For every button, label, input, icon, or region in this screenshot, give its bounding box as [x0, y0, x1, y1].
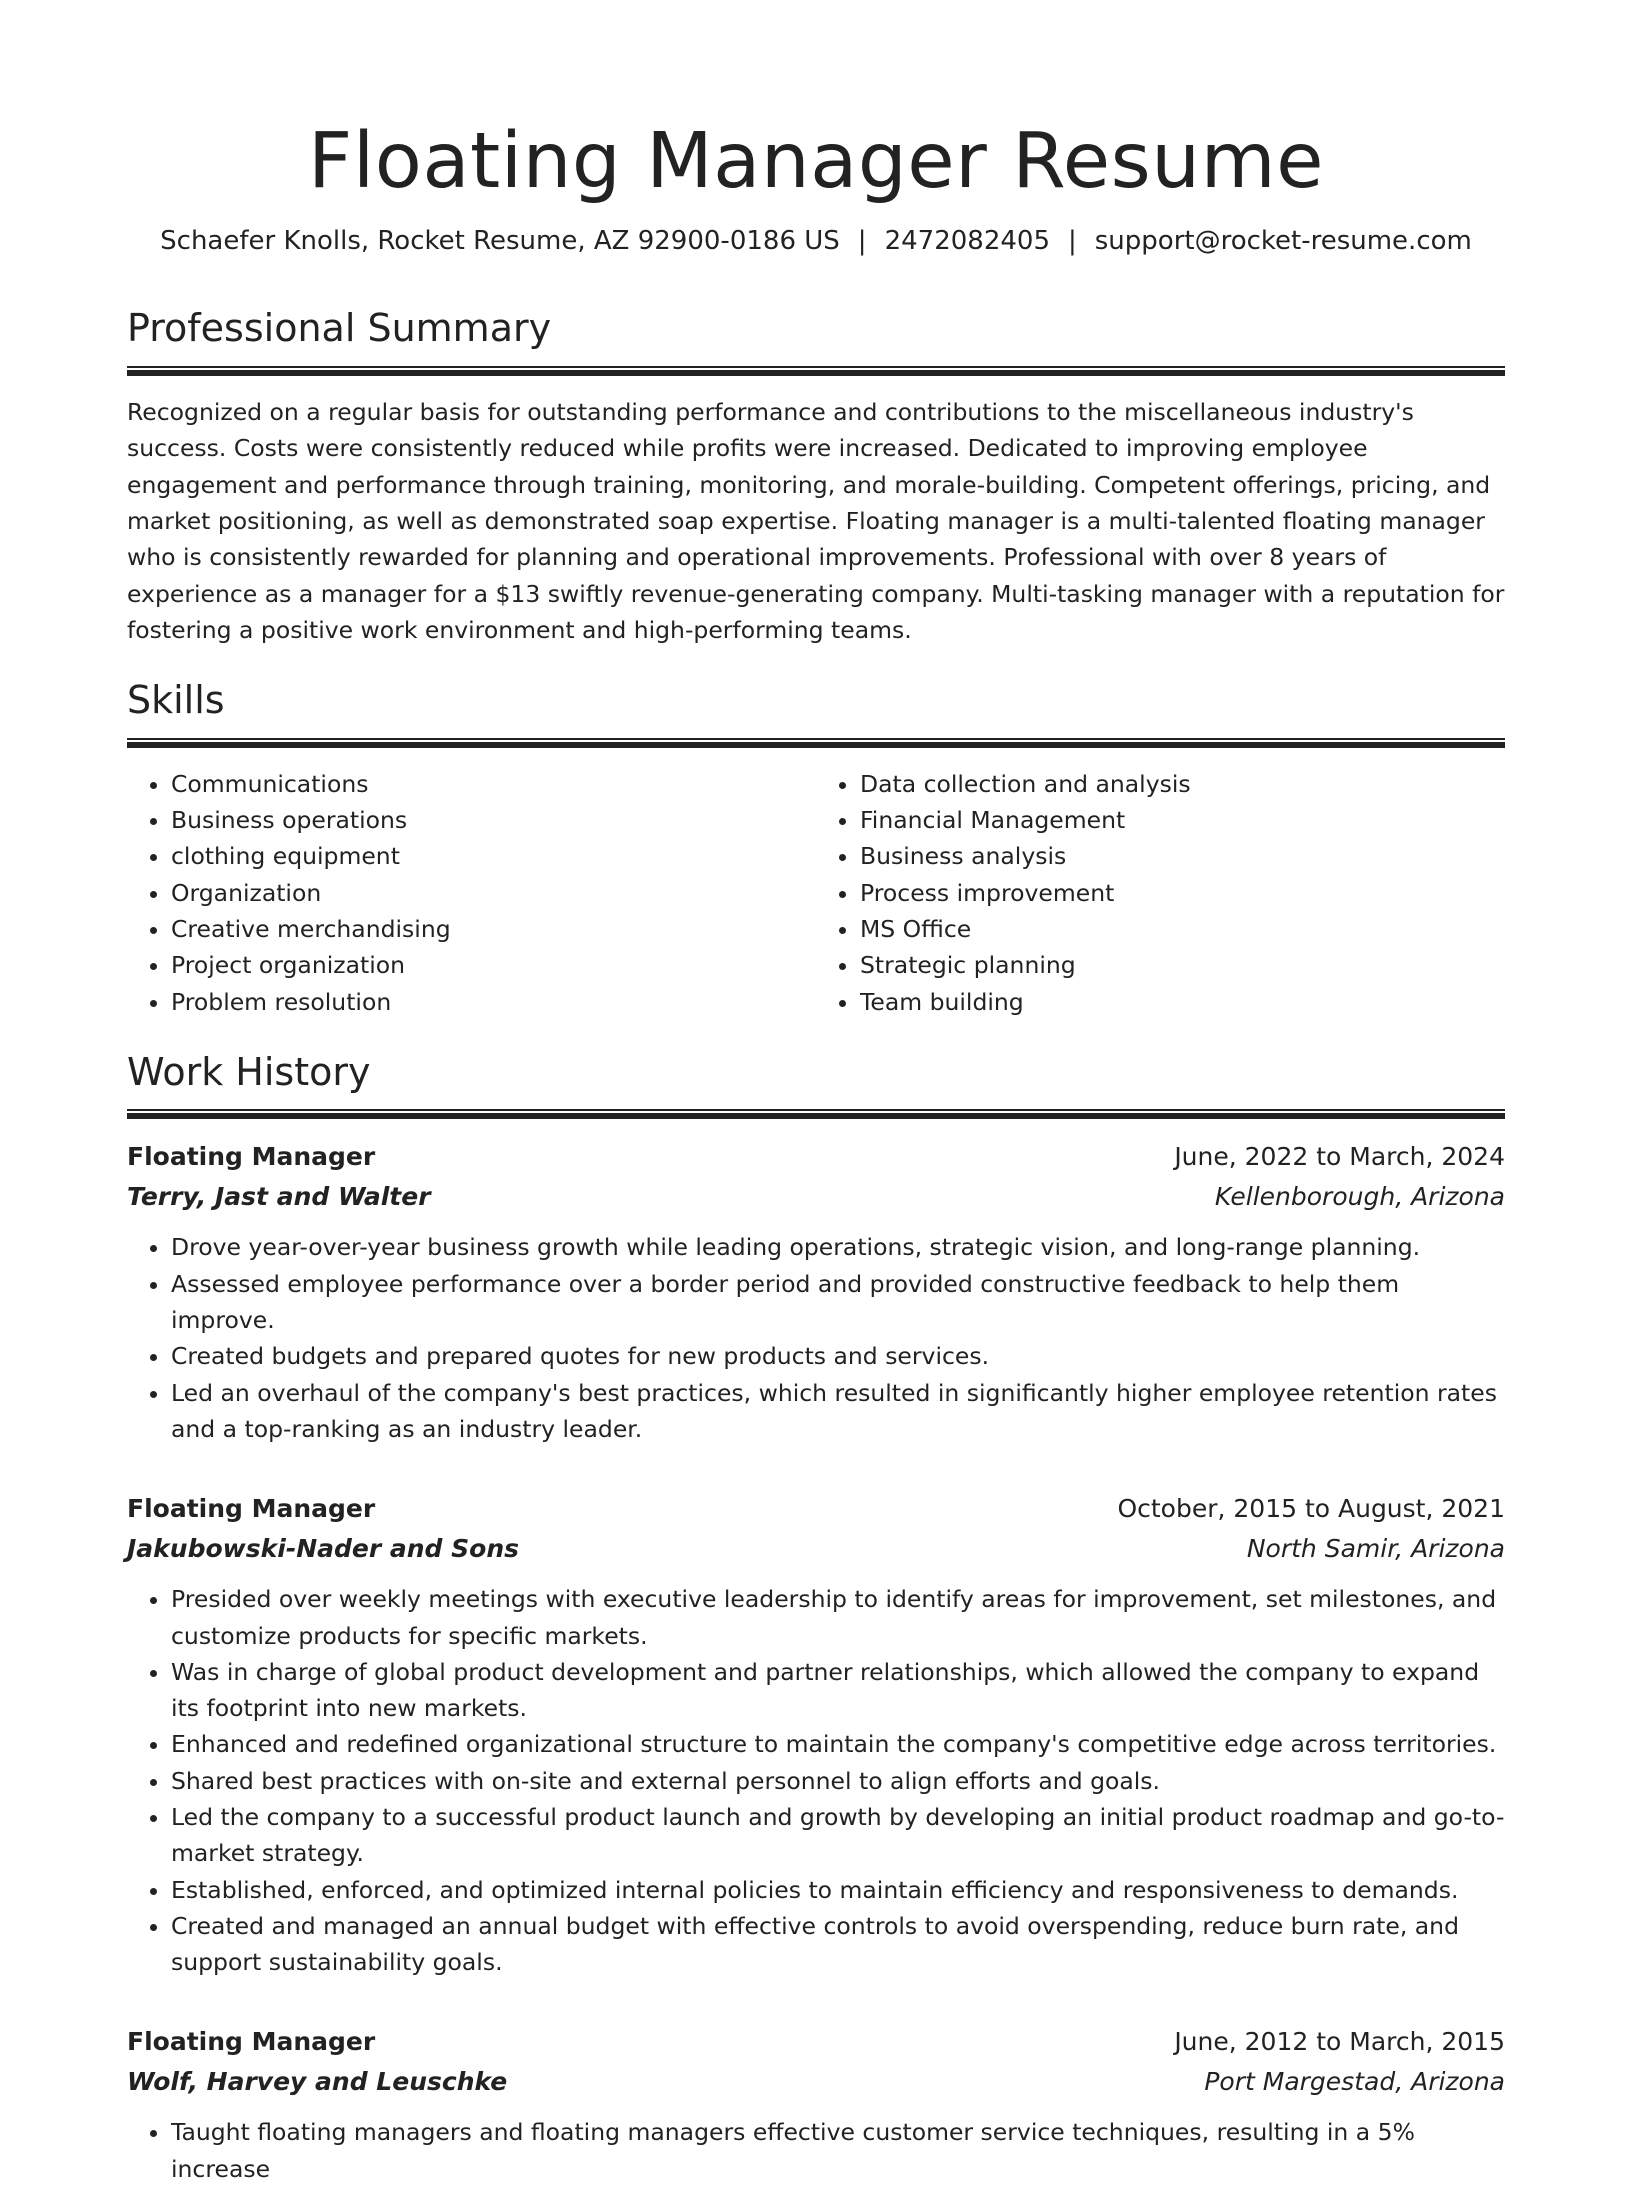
- job-company-row: [127, 2062, 1505, 2102]
- skill-item: • clothing equipment: [171, 838, 816, 874]
- section-divider: [127, 366, 1505, 376]
- job-bullets: [127, 1581, 1505, 1980]
- job-bullet: • Enhanced and redefined organizational structure to maintain the company's competitive edge across territories.: [171, 1726, 1505, 1762]
- skill-item: • Business operations: [171, 802, 816, 838]
- job-bullet: • Created and managed an annual budget with effective controls to avoid overspending, reduce burn rate, and support sustainability goals.: [171, 1908, 1505, 1981]
- skill-item: • Creative merchandising: [171, 911, 816, 947]
- contact-separator: |: [857, 225, 867, 256]
- job-bullet: • Drove year-over-year business growth while leading operations, strategic vision, and long-range planning.: [171, 1229, 1505, 1265]
- contact-separator: |: [1067, 225, 1077, 256]
- skill-item: • Process improvement: [860, 875, 1505, 911]
- job-bullets: [127, 2114, 1505, 2187]
- contact-email: support@rocket-resume.com: [1094, 225, 1472, 256]
- job-bullet: • Assessed employee performance over a border period and provided constructive feedback to help them improve.: [171, 1266, 1505, 1339]
- job-dates: October, 2015 to August, 2021: [1117, 1494, 1505, 1524]
- job-header-row: [127, 1489, 1505, 1529]
- contact-phone: 2472082405: [884, 225, 1050, 256]
- section-divider: [127, 738, 1505, 748]
- skill-item: • Organization: [171, 875, 816, 911]
- skill-item: • Financial Management: [860, 802, 1505, 838]
- skill-item: • Strategic planning: [860, 947, 1505, 983]
- skills-list-left: [127, 766, 816, 1020]
- skill-item: • Project organization: [171, 947, 816, 983]
- job-bullet: • Established, enforced, and optimized internal policies to maintain efficiency and responsiveness to demands.: [171, 1872, 1505, 1908]
- skill-item: • Data collection and analysis: [860, 766, 1505, 802]
- job-bullet: • Led an overhaul of the company's best practices, which resulted in significantly higher employee retention rates and a top-ranking as an industry leader.: [171, 1375, 1505, 1448]
- section-heading: Work History: [127, 1049, 371, 1094]
- job-bullets: [127, 1229, 1505, 1447]
- skill-item: • Problem resolution: [171, 984, 816, 1020]
- section-divider: [127, 1109, 1505, 1119]
- job-company: Wolf, Harvey and Leuschke: [127, 2067, 508, 2097]
- job-bullet: • Created budgets and prepared quotes for new products and services.: [171, 1338, 1505, 1374]
- skill-item: • Team building: [860, 984, 1505, 1020]
- job-bullet: • Taught floating managers and floating managers effective customer service techniques, resulting in a 5% increase: [171, 2114, 1505, 2187]
- job-location: North Samir, Arizona: [1246, 1534, 1505, 1564]
- skills-section: [127, 678, 1505, 1020]
- summary-text: Recognized on a regular basis for outstanding performance and contributions to the miscellaneous industry's success. Costs were consistently reduced while profits were increased. Dedicated to improving employee engagement and performance through training, monitoring, and morale-building. Competent offerings, pricing, and market positioning, as well as demonstrated soap expertise. Floating manager is a multi-talented floating manager who is consistently rewarded for planning and operational improvements. Professional with over 8 years of experience as a manager for a $13 swiftly revenue-generating company. Multi-tasking manager with a reputation for fostering a positive work environment and high-performing teams.: [127, 398, 1505, 644]
- job-bullet: • Presided over weekly meetings with executive leadership to identify areas for improvement, set milestones, and customize products for specific markets.: [171, 1581, 1505, 1654]
- skills-columns: [127, 766, 1505, 1020]
- job-location: Port Margestad, Arizona: [1204, 2067, 1505, 2097]
- skill-item: • Business analysis: [860, 838, 1505, 874]
- work-history-section: [127, 1050, 1505, 2187]
- job-title: Floating Manager: [127, 1142, 376, 1172]
- job-bullet: • Led the company to a successful product launch and growth by developing an initial product roadmap and go-to-market strategy.: [171, 1799, 1505, 1872]
- job-entry: [127, 2022, 1505, 2187]
- job-dates: June, 2022 to March, 2024: [1174, 1142, 1505, 1172]
- job-header-row: [127, 2022, 1505, 2062]
- job-title: Floating Manager: [127, 1494, 376, 1524]
- job-location: Kellenborough, Arizona: [1214, 1182, 1505, 1212]
- job-company: Jakubowski-Nader and Sons: [127, 1534, 520, 1564]
- section-heading: Professional Summary: [127, 306, 552, 351]
- job-company-row: [127, 1177, 1505, 1217]
- contact-address: Schaefer Knolls, Rocket Resume, AZ 92900-0186 US: [160, 225, 840, 256]
- section-heading: Skills: [127, 678, 225, 723]
- contact-line: [127, 225, 1505, 259]
- resume-title: Floating Manager Resume: [308, 117, 1324, 206]
- job-bullet: • Was in charge of global product development and partner relationships, which allowed the company to expand its footprint into new markets.: [171, 1654, 1505, 1727]
- job-company: Terry, Jast and Walter: [127, 1182, 431, 1212]
- job-entry: [127, 1489, 1505, 1980]
- professional-summary-section: [127, 306, 1505, 648]
- skills-list-right: [816, 766, 1505, 1020]
- skill-item: • Communications: [171, 766, 816, 802]
- job-bullet: • Shared best practices with on-site and external personnel to align efforts and goals.: [171, 1763, 1505, 1799]
- skill-item: • MS Office: [860, 911, 1505, 947]
- job-dates: June, 2012 to March, 2015: [1174, 2027, 1505, 2057]
- job-header-row: [127, 1137, 1505, 1177]
- job-entry: [127, 1137, 1505, 1447]
- job-title: Floating Manager: [127, 2027, 376, 2057]
- job-company-row: [127, 1529, 1505, 1569]
